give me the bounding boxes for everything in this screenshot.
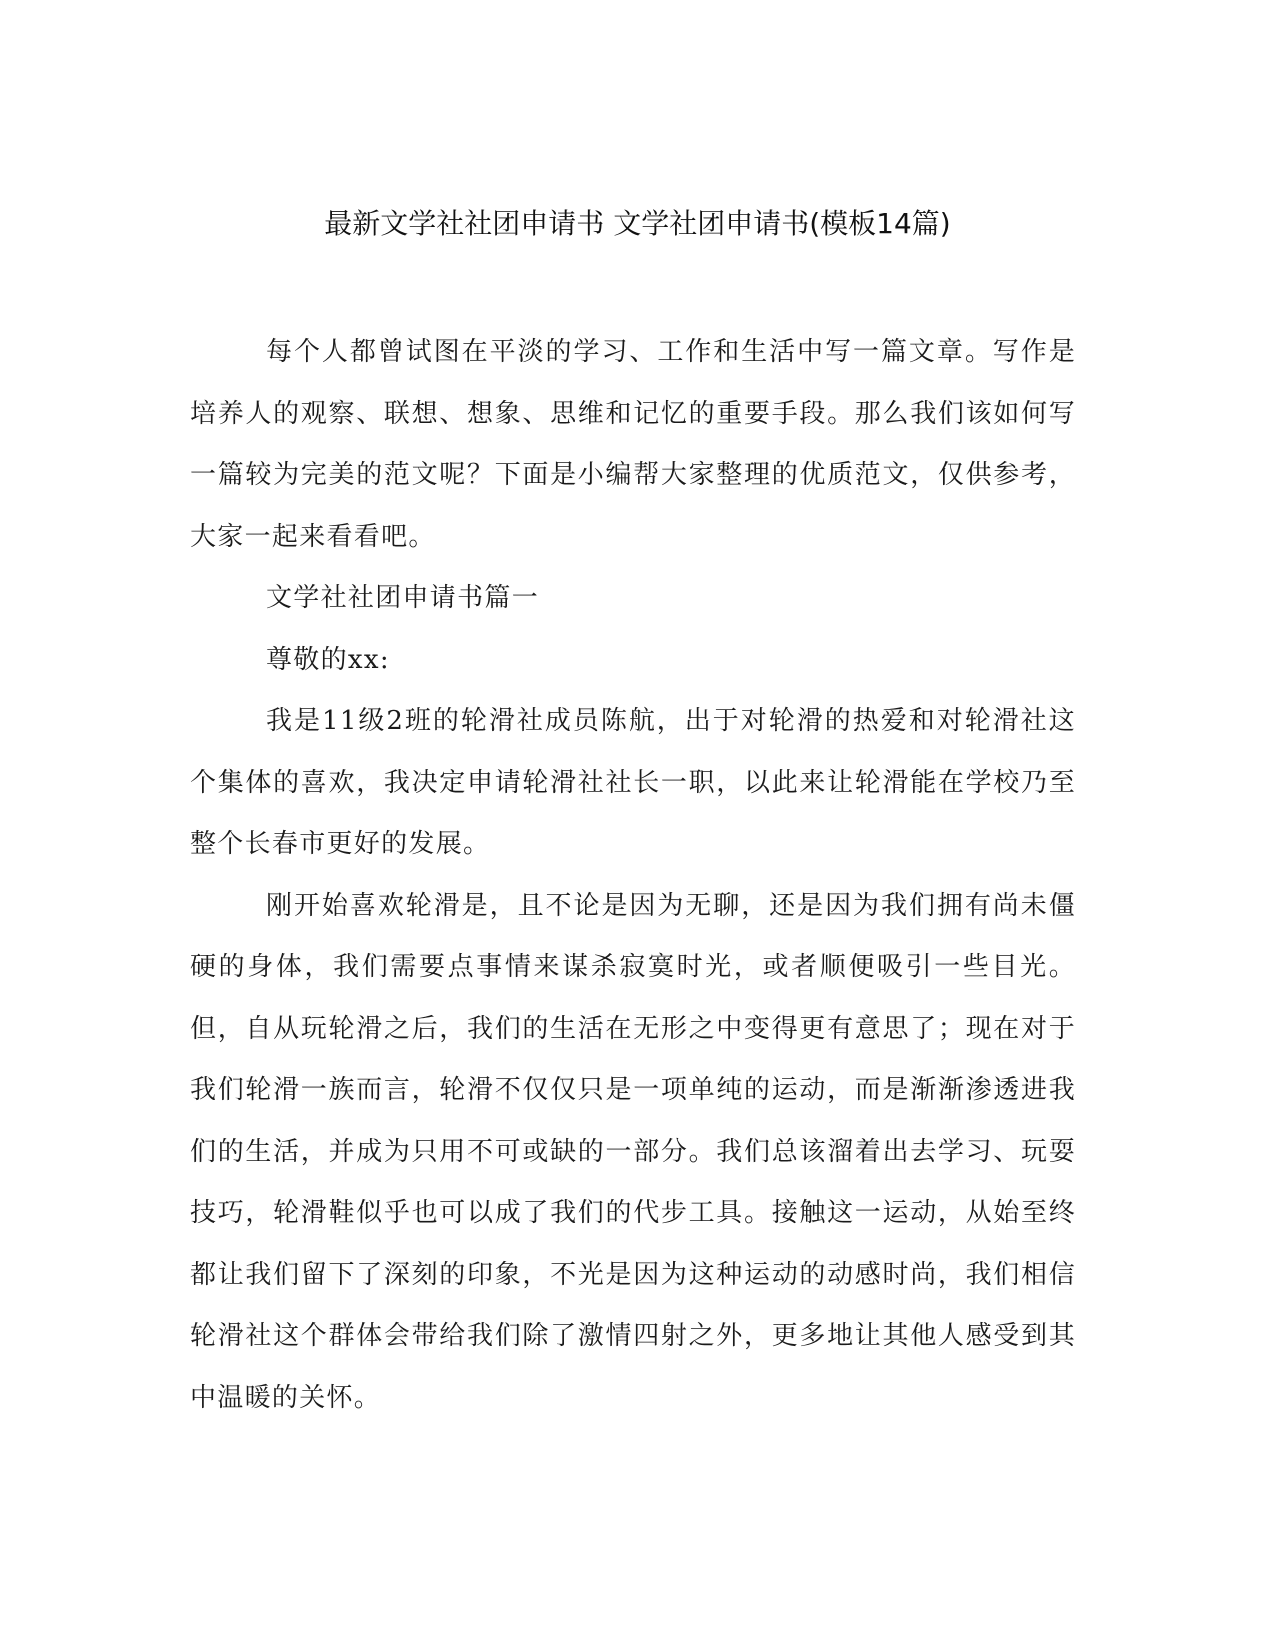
- body-paragraph: 我是11级2班的轮滑社成员陈航，出于对轮滑的热爱和对轮滑社这个集体的喜欢，我决定申请轮滑社社长一职，以此来让轮滑能在学校乃至整个长春市更好的发展。: [190, 706, 1076, 859]
- section-heading: 文学社社团申请书篇一: [266, 583, 540, 613]
- intro-paragraph: 每个人都曾试图在平淡的学习、工作和生活中写一篇文章。写作是培养人的观察、联想、想象、思维和记忆的重要手段。那么我们该如何写一篇较为完美的范文呢？下面是小编帮大家整理的优质范文，仅供参考，大家一起来看看吧。: [190, 337, 1076, 552]
- document-body: [190, 322, 1076, 1429]
- salutation: 尊敬的xx:: [266, 644, 390, 675]
- document-title: 最新文学社社团申请书 文学社团申请书(模板14篇): [324, 207, 951, 240]
- body-paragraph: 刚开始喜欢轮滑是，且不论是因为无聊，还是因为我们拥有尚未僵硬的身体，我们需要点事情来谋杀寂寞时光，或者顺便吸引一些目光。但，自从玩轮滑之后，我们的生活在无形之中变得更有意思了；现在对于我们轮滑一族而言，轮滑不仅仅只是一项单纯的运动，而是渐渐渗透进我们的生活，并成为只用不可或缺的一部分。我们总该溜着出去学习、玩耍技巧，轮滑鞋似乎也可以成了我们的代步工具。接触这一运动，从始至终都让我们留下了深刻的印象，不光是因为这种运动的动感时尚，我们相信轮滑社这个群体会带给我们除了激情四射之外，更多地让其他人感受到其中温暖的关怀。: [190, 890, 1076, 1413]
